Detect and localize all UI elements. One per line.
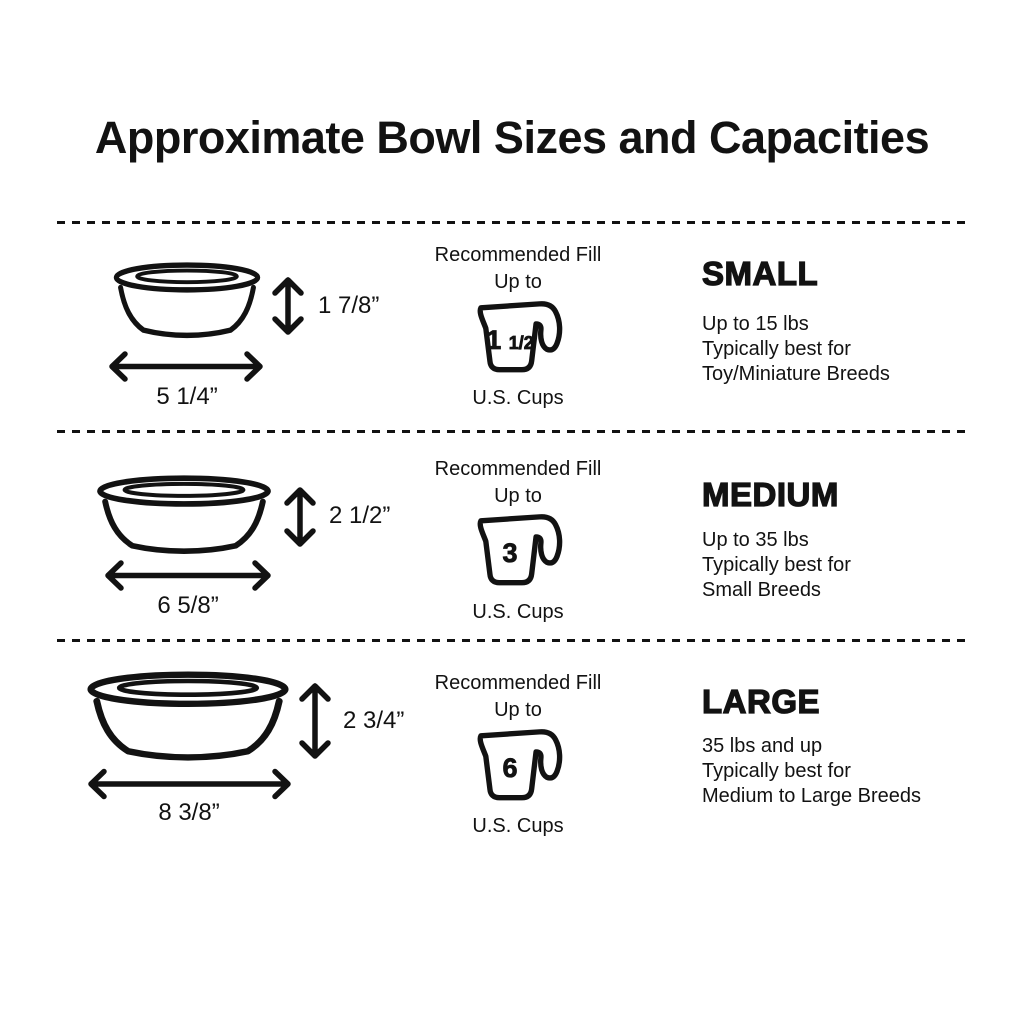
bowl-icon	[112, 262, 262, 341]
bowl-icon	[85, 671, 291, 764]
cup-capacity-value	[467, 754, 553, 785]
us-cups-label: U.S. Cups	[472, 815, 564, 837]
size-description	[702, 312, 890, 387]
dashed-divider	[57, 639, 970, 642]
size-description-line: Small Breeds	[702, 579, 821, 601]
bowl-width-label: 8 3/8”	[158, 799, 220, 826]
cup-capacity-whole: 3	[502, 538, 518, 568]
width-arrow-icon	[86, 767, 293, 801]
recommended-fill-heading: Recommended Fill	[434, 244, 602, 266]
width-arrow-icon	[107, 350, 265, 383]
up-to-label: Up to	[494, 271, 542, 293]
up-to-label: Up to	[494, 485, 542, 507]
size-description-line: Up to 15 lbs	[702, 313, 809, 335]
size-description-line: Typically best for	[702, 554, 851, 576]
us-cups-label: U.S. Cups	[472, 601, 564, 623]
cup-capacity-whole: 6	[502, 753, 518, 783]
bowl-width-label: 6 5/8”	[157, 592, 219, 619]
us-cups-label: U.S. Cups	[472, 387, 564, 409]
size-description-line: 35 lbs and up	[702, 735, 823, 757]
size-description-line: Up to 35 lbs	[702, 529, 809, 551]
bowl-height-label: 2 3/4”	[343, 707, 405, 734]
size-description	[702, 528, 851, 603]
dashed-divider	[57, 221, 970, 224]
bowl-height-label: 2 1/2”	[329, 502, 391, 529]
height-arrow-icon	[283, 485, 317, 549]
recommended-fill-heading: Recommended Fill	[434, 672, 602, 694]
size-category-name: LARGE	[702, 683, 820, 720]
size-description-line: Toy/Miniature Breeds	[702, 363, 890, 385]
cup-capacity-whole: 1	[486, 325, 502, 355]
bowl-icon	[95, 475, 273, 557]
size-category-name: SMALL	[702, 255, 819, 292]
height-arrow-icon	[297, 681, 333, 761]
width-arrow-icon	[103, 559, 273, 592]
size-category-name: MEDIUM	[702, 476, 839, 513]
size-description-line: Typically best for	[702, 338, 851, 360]
bowl-width-label: 5 1/4”	[156, 383, 218, 410]
size-description	[702, 734, 921, 809]
size-description-line: Medium to Large Breeds	[702, 785, 922, 807]
cup-capacity-value	[467, 539, 553, 570]
page-title: Approximate Bowl Sizes and Capacities	[94, 112, 930, 163]
bowl-height-label: 1 7/8”	[318, 292, 380, 319]
cup-capacity-fraction: 1/2	[508, 333, 534, 353]
height-arrow-icon	[271, 275, 305, 337]
size-description-line: Typically best for	[702, 760, 851, 782]
up-to-label: Up to	[494, 699, 542, 721]
recommended-fill-heading: Recommended Fill	[434, 458, 602, 480]
dashed-divider	[57, 430, 970, 433]
cup-capacity-value	[467, 326, 553, 357]
